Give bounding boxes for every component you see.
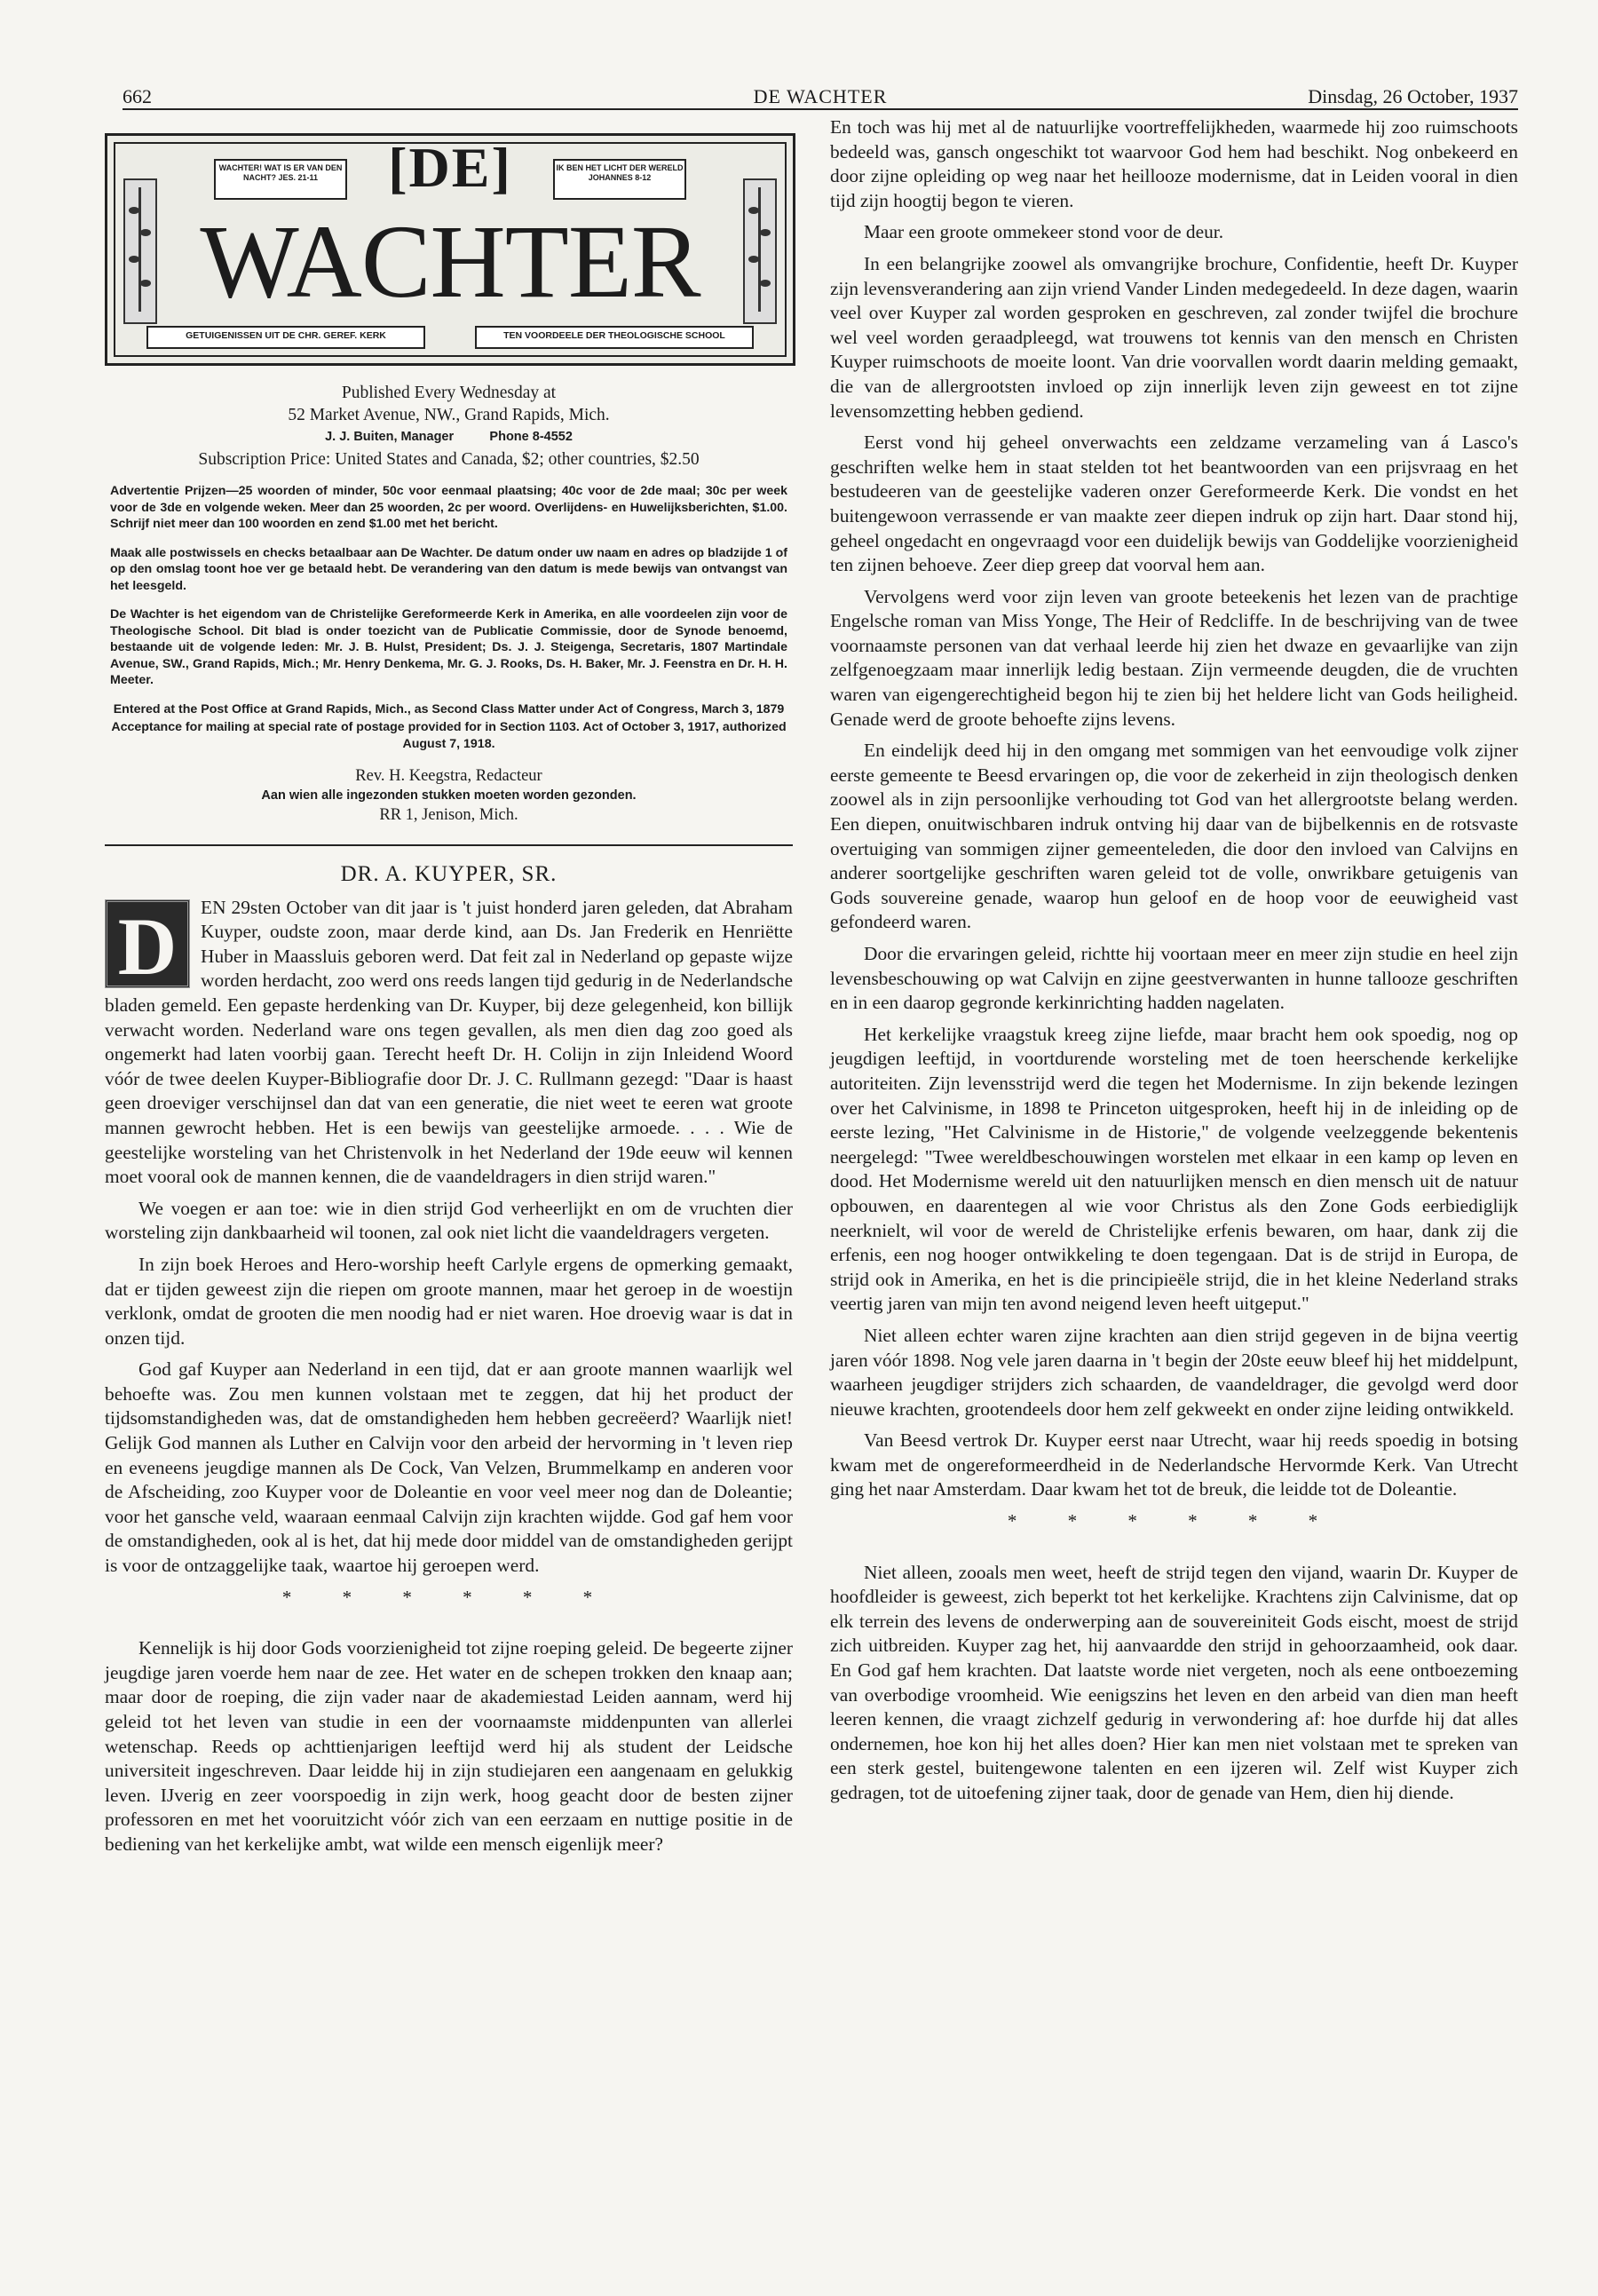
article-paragraph: Niet alleen, zooals men weet, heeft de strijd tegen den vijand, waarin Dr. Kuyper de hoofdleider is geweest, zich beperkt tot het kerkelijke. Krachtens zijn Calvinisme, dat op elk terrein des levens de onderwerping aan de souvereiniteit Gods eischt, moest de strijd zich uitbreiden. Kuyper zag het, hij aanvaardde den strijd in gehoorzaamheid, ook daar. En God gaf hem krachten. Dat laatste worde niet vergeten, noch als eene ontboezeming van overbodige vroomheid. Wie eenigszins het leven en den arbeid van dien man heeft leeren kennen, die vraagt zichzelf gedurig in verwondering af: hoe durfde hij dat alles ondernemen, hoe kon hij het alles doen? Hier kan men niet volstaan met te spreken van een sterk gestel, buitengewone talenten en een ijzeren wil. Zelf wist Kuyper zich gedragen, tot de uitoefening zijner taak, door de genade van Hem, dien hij diende. <box>830 1561 1518 1803</box>
article-paragraph: En toch was hij met al de natuurlijke voortreffelijkheden, waarmede hij zoo ruimschoots bedeeld was, gansch ongeschikt tot waarvoor God hem had beschikt. Nog onbekeerd en door zijne opleiding op weg naar het heillooze modernisme, dat in Leiden vooral in dien tijd zijn hoogtij begon te vieren. <box>830 116 1518 211</box>
article-paragraph: Door die ervaringen geleid, richtte hij voortaan meer en meer zijn studie en heel zijn levensbeschouwing op wat Calvijn en zijne geestverwanten in hunne tallooze geschriften en in een daarop gegronde kerkinrichting hadden nagelaten. <box>830 943 1518 1014</box>
masthead-title: WACHTER <box>200 203 700 320</box>
running-title: DE WACHTER <box>753 85 888 107</box>
editor-address: RR 1, Jenison, Mich. <box>379 806 518 824</box>
masthead-banner-right: TEN VOORDEELE DER THEOLOGISCHE SCHOOL <box>475 326 754 349</box>
masthead-banner-left: GETUIGENISSEN UIT DE CHR. GEREF. KERK <box>146 326 425 349</box>
article-paragraph: D EN 29sten October van dit jaar is 't juist honderd jaren geleden, dat Abraham Kuyper, oudste zoon, maar derde kind, aan Ds. Jan Frederik en Henriëtte Huber in Maassluis geboren werd. Dat feit zal in Nederland op gepaste wijze worden herdacht, zoo werd ons reeds langen tijd gedurig in de Nederlandsche bladen gemeld. Een gepaste herdenking van Dr. Kuyper, bij deze gelegenheid, kon billijk verwacht worden. Nederland ware ons tegen gevallen, als men dien dag zoo goed als ongemerkt had laten voorbij gaan. Terecht heeft Dr. H. Colijn in zijn Inleidend Woord vóór de twee deelen Kuyper-Bibliografie door Dr. J. C. Rullmann gezegd: "Daar is haast geen droeviger verschijnsel dan dat van een generatie, die niet weet te eeren wat groote mannen gewrocht hebben. Het is een bewijs van geestelijke armoede. . . . Wie de geestelijke worsteling van het Christenvolk in het Nederland der 19de eeuw wil kennen moet vooral ook de mannen kennen, die de vaandeldragers in dien strijd waren." <box>105 896 793 1188</box>
masthead <box>105 133 795 366</box>
article-paragraph: In een belangrijke zoowel als omvangrijke brochure, Confidentie, heeft Dr. Kuyper zijn levensverandering aan zijn vriend Vander Linden medegedeeld. In deze dagen, waarin veel over Kuyper zal worden gesproken en geschreven, zal zonder twijfel die brochure wel veel worden geraadpleegd, wat trouwens tot kennis van den mensch en Christen Kuyper ruimschoots de moeite loont. Van drie voorvallen wordt daarin melding gemaakt, die van de allergrootsten invloed op zijn innerlijk leven zijn geweest en tot zijne levensomzetting hebben gediend. <box>830 252 1518 422</box>
article-paragraph: Maar een groote ommekeer stond voor de deur. <box>864 221 1224 243</box>
ownership-notice: De Wachter is het eigendom van de Christelijke Gereformeerde Kerk in Amerika, en alle voordeelen zijn voor de Theologische School. Dit blad is onder toezicht van de Publicatie Commissie, door de Synode benoemd, bestaande uit de volgende leden: Mr. J. B. Hulst, President; Ds. J. J. Steigenga, Secretaris, 1807 Martindale Avenue, SW., Grand Rapids, Mich.; Mr. Henry Denkema, Mr. G. J. Rooks, Ds. H. Baker, Mr. J. Feenstra en Dr. H. H. Meeter. <box>110 607 787 687</box>
article-paragraph: En eindelijk deed hij in den omgang met sommigen van het eenvoudige volk zijner eerste gemeente te Beesd ervaringen op, die voor de zekerheid in zijn theologisch denken zoowel als in zijn persoonlijke verhouding tot God van het allergrootste belang werden. Een diepen, onuitwischbaren indruk ontving hij daar van de bijbelkennis en de rotsvaste overtuiging van sommigen zijner gemeenteleden, die door den invloed van Calvijns en anderer soortgelijke geschriften waren geleid tot de volle, onwrikbare getuigenis van Gods souvereine genade, waarop hun geloof en de hoop voor de eeuwigheid vast gefondeerd waren. <box>830 740 1518 933</box>
article-paragraph: Kennelijk is hij door Gods voorzienigheid tot zijne roeping geleid. De begeerte zijner jeugdige jaren voerde hem naar de zee. Het water en de schepen trokken den knaap aan; maar door de roeping, die zijn vader naar de akademiestad Leiden aannam, werd hij geleid tot het leven van studie in een der voornaamste middenpunten van allerlei wetenschap. Reeds op achttienjarigen leeftijd werd hij als student der Leidsche universiteit ingeschreven. Daar leidde hij in zijn studiejaren een aangenaam en gelukkig leven. IJverig en zeer voorspoedig in zijn werk, hoog geacht door de besten zijner professoren en met het vooruitzicht vóór zich van een eerzaam en nuttige positie in de bediening van het kerkelijke ambt, wat wilde een mensch eigenlijk meer? <box>105 1637 793 1855</box>
masthead-scroll-right: IK BEN HET LICHT DER WERELD JOHANNES 8-12 <box>553 159 686 200</box>
section-stars: * * * * * * <box>281 1586 616 1608</box>
issue-date: Dinsdag, 26 October, 1937 <box>1308 85 1518 107</box>
running-header <box>123 82 1518 110</box>
ad-prices-notice: Advertentie Prijzen—25 woorden of minder, 50c voor eenmaal plaatsing; 40c voor de 2de maal; 30c per week voor de 3de en volgende weken. Meer dan 25 woorden, 2c per woord. Overlijdens- en Huwelijksberichten, $1.00. Schrijf niet meer dan 100 woorden en zend $1.00 met het bericht. <box>110 484 787 531</box>
publication-manager: J. J. Buiten, Manager Phone 8-4552 <box>325 430 573 444</box>
section-divider <box>105 844 793 846</box>
payment-notice: Maak alle postwissels en checks betaalbaar aan De Wachter. De datum onder uw naam en adres op bladzijde 1 of op den omslag toont hoe ver ge betaald hebt. De verandering van den datum is mede bewijs van ontvangst van het leesgeld. <box>110 545 787 593</box>
article-paragraph: Vervolgens werd voor zijn leven van groote beteekenis het lezen van de prachtige Engelsche roman van Miss Yonge, The Heir of Redcliffe. In de beschrijving van de twee voornaamste personen van dat verhaal leerde hij zien het dwaze en gevaarlijke van zijn zelfgenoegzaam maar innerlijk ledig bestaan. Zijn vermeende deugden, die de vruchten waren van eigengerechtigheid begon hij te zien bij het heldere licht van Gods heiligheid. Genade werd de groote behoefte zijns levens. <box>830 585 1518 730</box>
editor-name: Rev. H. Keegstra, Redacteur <box>355 767 542 785</box>
article-paragraph: Van Beesd vertrok Dr. Kuyper eerst naar Utrecht, waar hij reeds spoedig in botsing kwam met de ongereformeerdheid in de Nederlandsche Hervormde Kerk. Van Utrecht ging het naar Amsterdam. Daar kwam het tot de breuk, die leidde tot de Doleantie. <box>830 1429 1518 1500</box>
postal-notice-1: Entered at the Post Office at Grand Rapids, Mich., as Second Class Matter under Act of Congress, March 3, 1879 <box>113 701 785 717</box>
drop-cap: D <box>105 899 190 988</box>
article-paragraph: We voegen er aan toe: wie in dien strijd God verheerlijkt en om de vruchten dier worsteling zijn dankbaarheid wil toonen, zal ook niet licht die vaandeldragers vergeten. <box>105 1197 793 1244</box>
page-number: 662 <box>123 85 152 107</box>
postal-notice-2: Acceptance for mailing at special rate of postage provided for in Section 1103. Act of October 3, 1917, authorized August 7, 1918. <box>111 720 787 751</box>
section-stars: * * * * * * <box>1007 1510 1341 1532</box>
article-headline: DR. A. KUYPER, SR. <box>340 862 558 886</box>
publication-address: 52 Market Avenue, NW., Grand Rapids, Mich. <box>288 406 610 424</box>
article-paragraph: Eerst vond hij geheel onverwachts een zeldzame verzameling van á Lasco's geschriften welke hem in staat stelden tot het beantwoorden van een prijsvraag en het bestudeeren van de geestelijke vaderen onzer Gereformeerde Kerk. Die vondst en het buitengewoon verrassende er van maakte zeer diepen indruk op zijn hart. Daar stond hij, geheel ongedacht en ongevraagd voor een duidelijk bewijs van Goddelijke voorzienigheid ten zijnen behoeve. Zeer diep greep dat voorval hem aan. <box>830 431 1518 576</box>
publication-line: Published Every Wednesday at <box>341 384 557 402</box>
subscription-price: Subscription Price: United States and Canada, $2; other countries, $2.50 <box>198 450 700 469</box>
editor-info <box>105 766 793 825</box>
article-paragraph: Niet alleen echter waren zijne krachten aan dien strijd gegeven in de bijna veertig jaren vóór 1898. Nog vele jaren daarna in 't begin der 20ste eeuw bleef hij het middelpunt, waarheen jeugdiger strijders zich schaarden, de vaandeldrager, die gevolgd werd door nieuwe krachten, grootendeels door hem zelf gekweekt en onder zijne leiding ontwikkeld. <box>830 1324 1518 1420</box>
article-paragraph: In zijn boek Heroes and Hero-worship heeft Carlyle ergens de opmerking gemaakt, dat er tijden geweest zijn die riepen om groote mannen, maar het geroep in de woestijn verklonk, omdat de grooten die men noodig had er niet waren. Hoe droevig waar is dat in onzen tijd. <box>105 1253 793 1349</box>
publication-info <box>105 382 793 471</box>
masthead-scroll-left: WACHTER! WAT IS ER VAN DEN NACHT? JES. 21-11 <box>214 159 347 200</box>
left-column <box>105 133 793 1865</box>
editor-note: Aan wien alle ingezonden stukken moeten worden gezonden. <box>261 788 637 803</box>
article-paragraph: God gaf Kuyper aan Nederland in een tijd, dat er aan groote mannen waarlijk wel behoefte was. Zou men kunnen volstaan met te zeggen, dat hij het product der tijdsomstandigheden was, dat de omstandigheden hem hebben gecreëerd? Waarlijk niet! Gelijk God mannen als Luther en Calvijn voor den arbeid der hervorming in 't leven riep en eveneens jeugdige mannen als De Cock, Van Velzen, Brummelkamp en anderen voor de Afscheiding, zoo Kuyper voor de Doleantie en voor veel meer nog dan de Doleantie; voor het gansche veld, waaraan eenmaal Calvijn zijn krachten wijdde. God gaf hem voor de omstandigheden, ook al is het, dat hij mede door middel van de omstandigheden gerijpt is voor de ontzaggelijke taak, waartoe hij geroepen werd. <box>105 1358 793 1577</box>
right-column <box>830 115 1518 1813</box>
masthead-de: [DE] <box>388 136 512 199</box>
article-paragraph: Het kerkelijke vraagstuk kreeg zijne liefde, maar bracht hem ook spoedig, nog op jeugdigen leeftijd, in voortdurende worsteling met de toen heerschende kerkelijke autoriteiten. Zijn levensstrijd werd die tegen het Modernisme. In zijn bekende lezingen over het Calvinisme, in 1898 te Princeton uitgesproken, heeft hij in de inleiding op de eerste lezing, "Het Calvinisme in de Historie," de volgende veelzeggende bekentenis neergelegd: "Twee wereldbeschouwingen worstelen met elkaar in een kamp op leven en dood. Het Modernisme wereld uit den natuurlijken mensch en dien mensch uit de natuur opbouwen, en daarentegen al wie voor Christus als den Zone Gods eerbiediglijk neerknielt, wil voor de wereld de Christelijke erfenis bewaren, om haar, dank zij die erfenis, een nog hooger ontwikkeling te doen tegengaan. Dat is de strijd in Europa, de strijd ook in Amerika, en het is die principieële strijd, die in het kleine Nederland straks veertig jaren van mijn ten avond neigend leven heeft uitgeput." <box>830 1023 1518 1315</box>
